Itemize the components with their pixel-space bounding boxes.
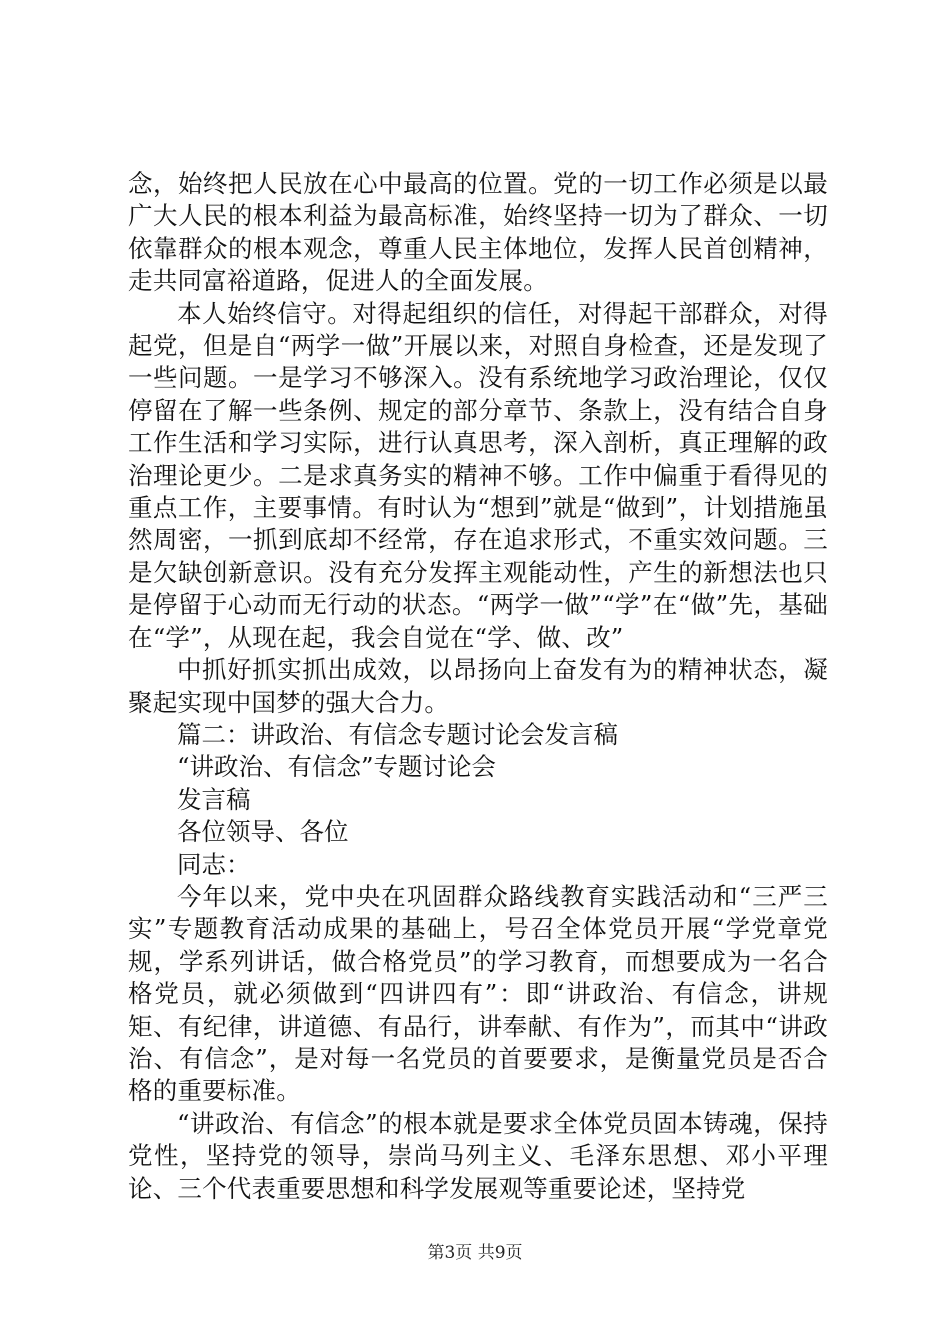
- paragraph-4: 今年以来，党中央在巩固群众路线教育实践活动和“三严三实”专题教育活动成果的基础上，号召全体党员开展“学党章党规，学系列讲话，做合格党员”的学习教育，而想要成为一名合格党员，就必须做到“四讲四有”：即“讲政治、有信念，讲规矩、有纪律，讲道德、有品行，讲奉献、有作为”，而其中“讲政治、有信念”，是对每一名党员的首要要求，是衡量党员是否合格的重要标准。: [128, 881, 828, 1106]
- speech-title: “讲政治、有信念”专题讨论会: [177, 752, 497, 782]
- section-title: 篇二：讲政治、有信念专题讨论会发言稿: [177, 719, 618, 749]
- document-body: [128, 168, 828, 1205]
- paragraph-1: 念，始终把人民放在心中最高的位置。党的一切工作必须是以最广大人民的根本利益为最高标准，始终坚持一切为了群众、一切依靠群众的根本观念，尊重人民主体地位，发挥人民首创精神，走共同富裕道路，促进人的全面发展。: [128, 169, 828, 296]
- paragraph-2: 本人始终信守。对得起组织的信任，对得起干部群众，对得起党，但是自“两学一做”开展以来，对照自身检查，还是发现了一些问题。一是学习不够深入。没有系统地学习政治理论，仅仅停留在了解一些条例、规定的部分章节、条款上，没有结合自身工作生活和学习实际，进行认真思考，深入剖析，真正理解的政治理论更少。二是求真务实的精神不够。工作中偏重于看得见的重点工作，主要事情。有时认为“想到”就是“做到”，计划措施虽然周密，一抓到底却不经常，存在追求形式，不重实效问题。三是欠缺创新意识。没有充分发挥主观能动性，产生的新想法也只是停留于心动而无行动的状态。“两学一做”“学”在“做”先，基础在“学”，从现在起，我会自觉在“学、做、改”: [128, 298, 828, 652]
- paragraph-3: 中抓好抓实抓出成效，以昂扬向上奋发有为的精神状态，凝聚起实现中国梦的强大合力。: [128, 655, 828, 717]
- speech-subtitle: 发言稿: [177, 784, 251, 814]
- page-footer: [0, 1242, 950, 1264]
- page-number-label: 第3页 共9页: [427, 1243, 523, 1263]
- salutation-line-2: 同志：: [177, 849, 251, 879]
- salutation-line-1: 各位领导、各位: [177, 817, 349, 847]
- paragraph-5: “讲政治、有信念”的根本就是要求全体党员固本铸魂，保持党性，坚持党的领导，崇尚马列主义、毛泽东思想、邓小平理论、三个代表重要思想和科学发展观等重要论述，坚持党: [128, 1108, 828, 1203]
